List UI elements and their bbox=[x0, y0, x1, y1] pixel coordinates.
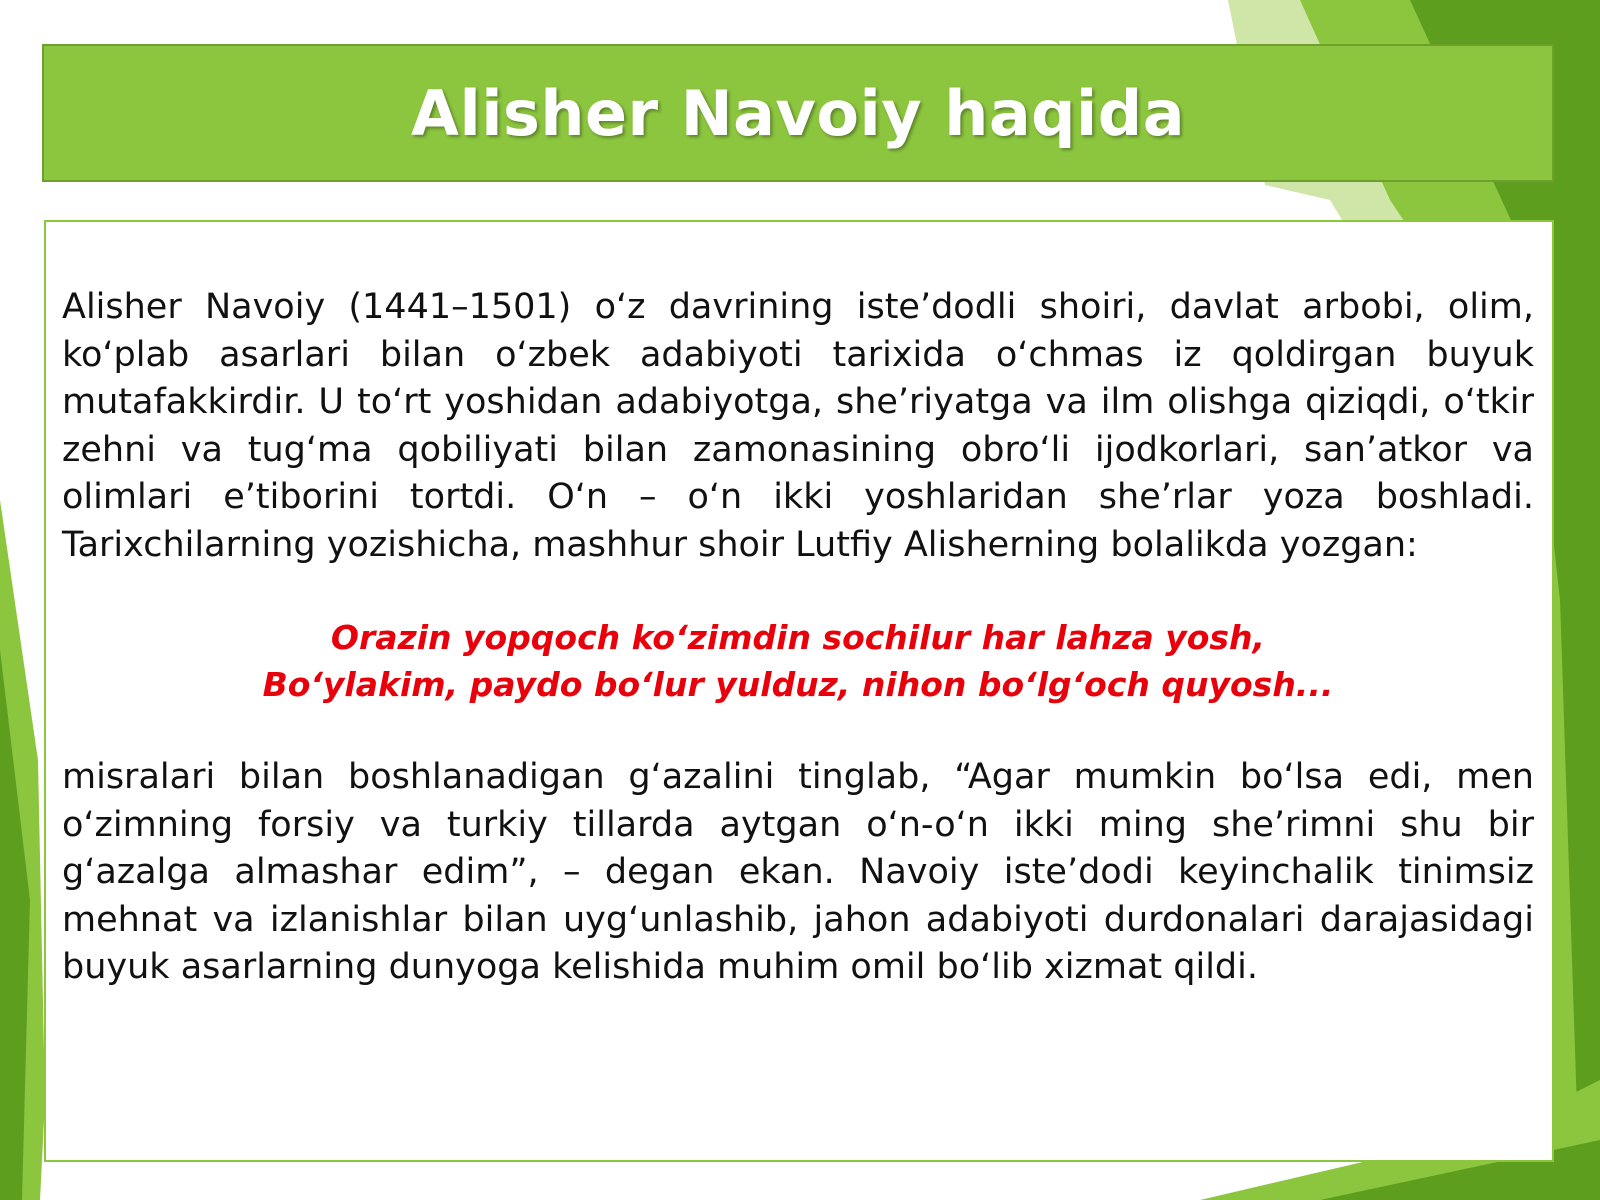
closing-paragraph: misralari bilan boshlanadigan gʻazalini tinglab, “Agar mumkin boʻlsa edi, men oʻzimning forsiy va turkiy tillarda aytgan oʻn-oʻn ikki ming sheʼrimni shu bir gʻazalga almashar edim”, – degan ekan. Navoiy isteʼdodi keyinchalik tinimsiz mehnat va izlanishlar bilan uygʻunlashib, jahon adabiyoti durdonalari darajasidagi buyuk asarlarning dunyoga kelishida muhim omil boʻlib xizmat qildi. bbox=[62, 757, 1534, 987]
poem-line-2: Boʻylakim, paydo boʻlur yulduz, nihon boʻlgʻoch quyosh... bbox=[262, 665, 1334, 704]
intro-paragraph: Alisher Navoiy (1441–1501) oʻz davrining isteʼdodli shoiri, davlat arbobi, olim, koʻplab asarlari bilan oʻzbek adabiyoti tarixida oʻchmas iz qoldirgan buyuk mutafakkirdir. U toʻrt yoshidan adabiyotga, sheʼriyatga va ilm olishga qiziqdi, oʻtkir zehni va tugʻma qobiliyati bilan zamonasining obroʻli ijodkorlari, sanʼatkor va olimlari eʼtiborini tortdi. Oʻn – oʻn ikki yoshlaridan sheʼrlar yoza boshladi. Tarixchilarning yozishicha, mashhur shoir Lutfiy Alisherning bolalikda yozgan: bbox=[62, 287, 1534, 565]
title-bar bbox=[42, 44, 1554, 182]
slide-title: Alisher Navoiy haqida bbox=[410, 76, 1186, 150]
poem-line-1: Orazin yopqoch koʻzimdin sochilur har lahza yosh, bbox=[330, 618, 1266, 657]
poem-quote bbox=[62, 614, 1534, 708]
content-box bbox=[44, 220, 1554, 1162]
